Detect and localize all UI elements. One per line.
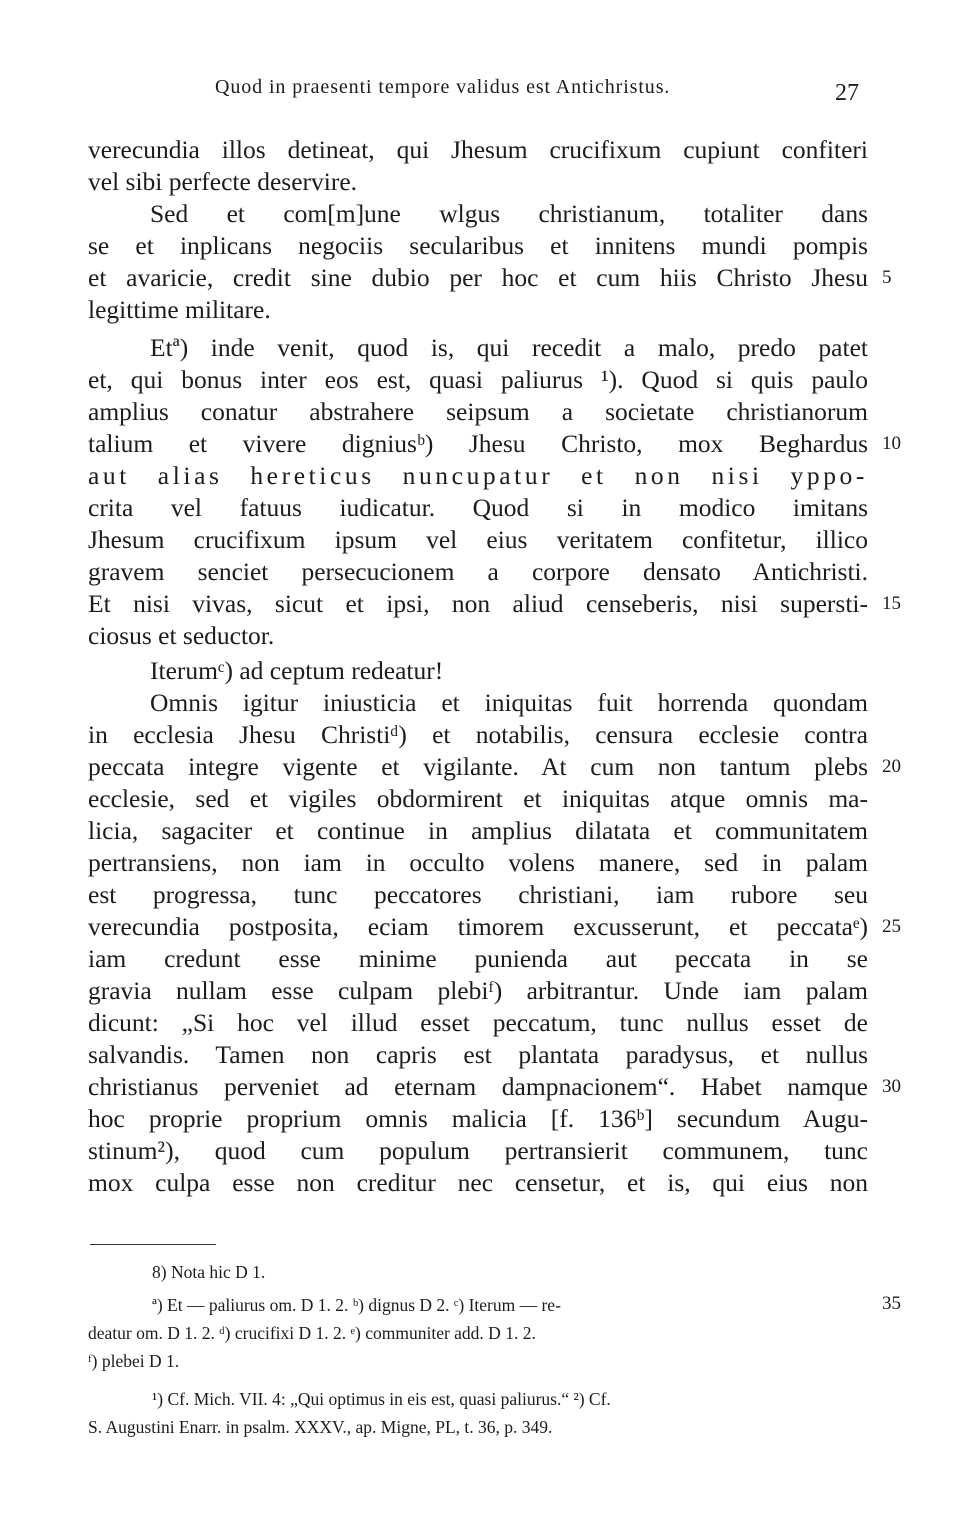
line-number: 25 bbox=[882, 916, 901, 937]
text-line: Sed et com[m]une wlgus christianum, totaliter dans bbox=[150, 199, 868, 228]
text-line: verecundia illos detineat, qui Jhesum crucifixum cupiunt confiteri bbox=[88, 135, 868, 164]
line-number: 35 bbox=[882, 1293, 901, 1314]
text-line: in ecclesia Jhesu Christiᵈ) et notabilis, censura ecclesie contra bbox=[88, 720, 868, 749]
text-line: stinum²), quod cum populum pertransierit communem, tunc bbox=[88, 1136, 868, 1165]
text-line: peccata integre vigente et vigilante. At cum non tantum plebs bbox=[88, 752, 868, 781]
text-line: verecundia postposita, eciam timorem excusserunt, et peccataᵉ) bbox=[88, 912, 868, 941]
line-number: 15 bbox=[882, 593, 901, 614]
line-number: 10 bbox=[882, 433, 901, 454]
text-line: mox culpa esse non creditur nec censetur, et is, qui eius non bbox=[88, 1168, 868, 1197]
text-line: Omnis igitur iniusticia et iniquitas fuit horrenda quondam bbox=[150, 688, 868, 717]
source-note: S. Augustini Enarr. in psalm. XXXV., ap. Migne, PL, t. 36, p. 349. bbox=[88, 1417, 553, 1437]
text-line: pertransiens, non iam in occulto volens manere, sed in palam bbox=[88, 848, 868, 877]
apparatus-line: ª) Et — paliurus om. D 1. 2. ᵇ) dignus D 2. ᶜ) Iterum — re- bbox=[152, 1295, 561, 1315]
text-line: gravem senciet persecucionem a corpore densato Antichristi. bbox=[88, 557, 868, 586]
text-line: se et inplicans negociis secularibus et innitens mundi pompis bbox=[88, 231, 868, 260]
text-line: Jhesum crucifixum ipsum vel eius veritatem confitetur, illico bbox=[88, 525, 868, 554]
footnote-separator bbox=[90, 1244, 216, 1245]
text-line: amplius conatur abstrahere seipsum a societate christianorum bbox=[88, 397, 868, 426]
text-line: crita vel fatuus iudicatur. Quod si in modico imitans bbox=[88, 493, 868, 522]
text-line: et avaricie, credit sine dubio per hoc et cum hiis Christo Jhesu bbox=[88, 263, 868, 292]
page-number: 27 bbox=[835, 80, 859, 106]
text-line: talium et vivere digniusᵇ) Jhesu Christo, mox Beghardus bbox=[88, 429, 868, 458]
text-line: Etª) inde venit, quod is, qui recedit a malo, predo patet bbox=[150, 333, 868, 362]
text-line: dicunt: „Si hoc vel illud esset peccatum, tunc nullus esset de bbox=[88, 1008, 868, 1037]
text-line: ecclesie, sed et vigiles obdormirent et iniquitas atque omnis ma- bbox=[88, 784, 868, 813]
apparatus-line: ᶠ) plebei D 1. bbox=[88, 1351, 180, 1371]
text-line: ciosus et seductor. bbox=[88, 621, 275, 650]
text-line: licia, sagaciter et continue in amplius dilatata et communitatem bbox=[88, 816, 868, 845]
text-line: salvandis. Tamen non capris est plantata paradysus, et nullus bbox=[88, 1040, 868, 1069]
running-title: Quod in praesenti tempore validus est Antichristus. bbox=[215, 76, 671, 98]
footnote-8: 8) Nota hic D 1. bbox=[152, 1262, 266, 1282]
line-number: 5 bbox=[882, 267, 892, 288]
apparatus-line: deatur om. D 1. 2. ᵈ) crucifixi D 1. 2. ᵉ) communiter add. D 1. 2. bbox=[88, 1323, 536, 1343]
text-line: hoc proprie proprium omnis malicia [f. 136ᵇ] secundum Augu- bbox=[88, 1104, 868, 1133]
text-line: gravia nullam esse culpam plebiᶠ) arbitrantur. Unde iam palam bbox=[88, 976, 868, 1005]
text-line: vel sibi perfecte deservire. bbox=[88, 167, 358, 196]
text-line: et, qui bonus inter eos est, quasi paliurus ¹). Quod si quis paulo bbox=[88, 365, 868, 394]
text-line: est progressa, tunc peccatores christiani, iam rubore seu bbox=[88, 880, 868, 909]
line-number: 20 bbox=[882, 756, 901, 777]
text-line: Iterumᶜ) ad ceptum redeatur! bbox=[150, 656, 444, 685]
text-line: legittime militare. bbox=[88, 295, 271, 324]
line-number: 30 bbox=[882, 1076, 901, 1097]
text-line: Et nisi vivas, sicut et ipsi, non aliud censeberis, nisi supersti- bbox=[88, 589, 868, 618]
source-note: ¹) Cf. Mich. VII. 4: „Qui optimus in eis est, quasi paliurus.“ ²) Cf. bbox=[152, 1389, 611, 1409]
text-line: aut alias hereticus nuncupatur et non nisi yppo- bbox=[88, 461, 868, 490]
text-line: christianus perveniet ad eternam dampnacionem“. Habet namque bbox=[88, 1072, 868, 1101]
text-line: iam credunt esse minime punienda aut peccata in se bbox=[88, 944, 868, 973]
